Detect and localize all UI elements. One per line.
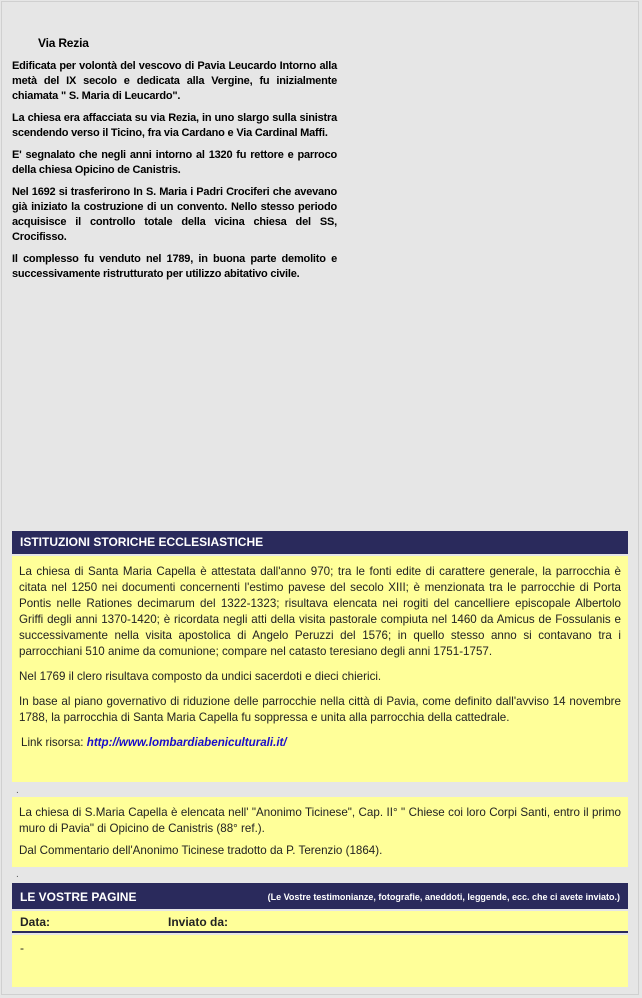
anonimo-paragraph: La chiesa di S.Maria Capella è elencata nell' "Anonimo Ticinese", Cap. II° " Chiese coi loro Corpi Santi, entro il primo muro di Pavia" di Opicino de Canistris (88° ref.). [19, 806, 621, 835]
istituzioni-header-title: ISTITUZIONI STORICHE ECCLESIASTICHE [20, 535, 264, 549]
istituzioni-box [12, 556, 628, 782]
intro-paragraph: E' segnalato che negli anni intorno al 1320 fu rettore e parroco della chiesa Opicino de Canistris. [12, 149, 337, 176]
vostre-pagine-entry: - [20, 941, 24, 955]
vostre-pagine-columns [12, 911, 628, 933]
column-date: Data: [20, 915, 51, 929]
separator-dot: . [16, 785, 19, 796]
intro-paragraph: Nel 1692 si trasferirono In S. Maria i Padri Crociferi che avevano già iniziato la costruzione di un convento. Nello stesso periodo acquisisce il controllo totale della vicina chiesa del SS, Crocifisso. [12, 186, 337, 243]
vostre-pagine-header [12, 883, 628, 909]
istituzioni-paragraph: Nel 1769 il clero risultava composto da undici sacerdoti e dieci chierici. [19, 670, 382, 683]
intro-title: Via Rezia [38, 36, 89, 50]
vostre-pagine-title: LE VOSTRE PAGINE [20, 890, 137, 904]
vostre-pagine-subtitle: (Le Vostre testimonianze, fotografie, aneddoti, leggende, ecc. che ci avete inviato.) [267, 892, 620, 902]
intro-paragraph: Il complesso fu venduto nel 1789, in buona parte demolito e successivamente ristrutturato per utilizzo abitativo civile. [12, 253, 337, 280]
istituzioni-paragraph: In base al piano governativo di riduzione delle parrocchie nella città di Pavia, come definito dall'avviso 14 novembre 1788, la parrocchia di Santa Maria Capella fu soppressa e unita alla parrocchia della cattedrale. [19, 695, 621, 724]
intro-paragraph: La chiesa era affacciata su via Rezia, in uno slargo sulla sinistra scendendo verso il Ticino, fra via Cardano e Via Cardinal Maffi. [12, 112, 337, 139]
intro-paragraph: Edificata per volontà del vescovo di Pavia Leucardo Intorno alla metà del IX secolo e dedicata alla Vergine, fu inizialmente chiamata " S. Maria di Leucardo". [12, 60, 337, 102]
vostre-pagine-body [12, 935, 628, 987]
istituzioni-header [12, 531, 628, 554]
resource-link-line [21, 735, 621, 751]
separator-dot: . [16, 869, 19, 880]
intro-section [12, 36, 337, 289]
resource-link[interactable]: http://www.lombardiabeniculturali.it/ [86, 736, 287, 749]
resource-link-label: Link risorsa: [21, 736, 84, 749]
anonimo-box [12, 797, 628, 867]
anonimo-paragraph: Dal Commentario dell'Anonimo Ticinese tradotto da P. Terenzio (1864). [19, 844, 383, 857]
column-sender: Inviato da: [168, 915, 229, 929]
istituzioni-paragraph: La chiesa di Santa Maria Capella è attestata dall'anno 970; tra le fonti edite di carattere generale, la parrocchia è citata nel 1250 nei documenti concernenti l'estimo pavese del secolo XIII; è menzionata tra le parrocchie di Porta Pontis nelle Rationes decimarum del 1322-1323; risultava elencata nei rogiti del cancelliere episcopale Albertolo Griffi degli anni 1370-1420; è ricordata negli atti della visita pastorale compiuta nel 1460 da Amicus de Fossulanis e successivamente nella visita apostolica di Angelo Peruzzi del 1576; in quello stesso anno si contavano tra i parrocchiani 510 anime da comunione; compare nel catasto teresiano degli anni 1751-1757. [19, 565, 621, 658]
